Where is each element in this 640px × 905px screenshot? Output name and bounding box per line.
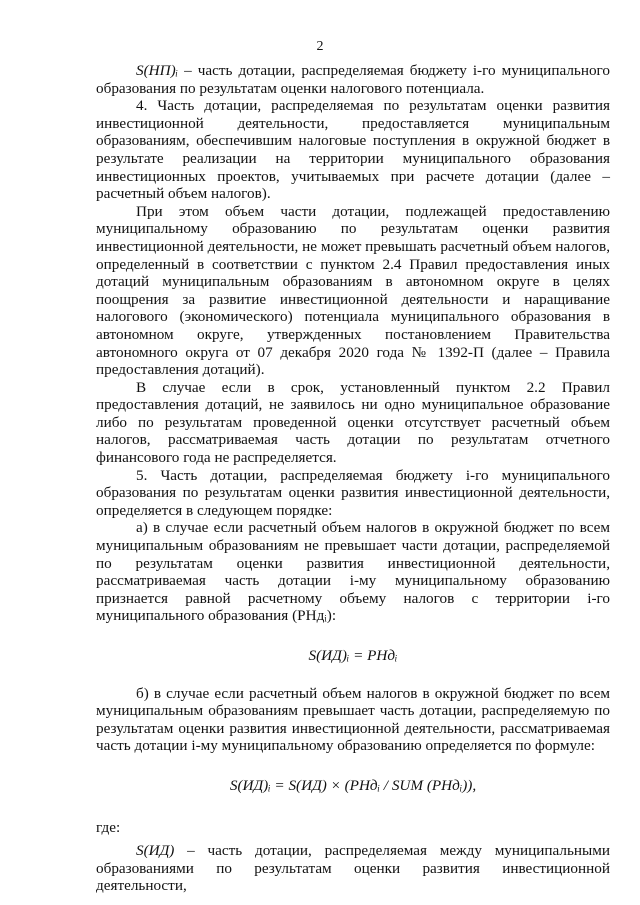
paragraph-snp-text: – часть дотации, распределяемая бюджету i-го муниципального образования по результатам оценки налогового потенциала.	[96, 62, 610, 97]
where-label: где:	[96, 818, 121, 836]
formula-1: S(ИД)ᵢ = РНдᵢ	[308, 647, 398, 664]
paragraph-5a: а) в случае если расчетный объем налогов в окружной бюджет по всем муниципальным образованиям не превышает части дотации, распределяемой по результатам оценки развития инвестиционной деятельности, рассматриваемая часть дотации i-му муниципальному образованию признается равной расчетному объему налогов с территории i-го муниципального образования (РНдᵢ):	[96, 519, 610, 625]
document-body	[96, 62, 610, 895]
paragraph-sid-text: – часть дотации, распределяемая между муниципальными образованиями по результатам оценки развития инвестиционной деятельности,	[96, 842, 610, 895]
paragraph-5b: б) в случае если расчетный объем налогов в окружной бюджет по всем муниципальным образованиям превышает часть дотации, распределяемую по результатам оценки развития инвестиционной деятельности, рассматриваемая часть дотации i-му муниципальному образованию определяется по формуле:	[96, 684, 610, 755]
paragraph-snp	[96, 62, 610, 97]
formula-2: S(ИД)ᵢ = S(ИД) × (РНдᵢ / SUM (РНдᵢ)),	[229, 776, 477, 794]
paragraph-no-applicants: В случае если в срок, установленный пунктом 2.2 Правил предоставления дотаций, не заявилось ни одно муниципальное образование либо по результатам проведенной оценки отсутствует расчетный объем налогов, рассматриваемая часть дотации по результатам отчетного финансового года не распределяется.	[96, 378, 610, 467]
paragraph-limit: При этом объем части дотации, подлежащей предоставлению муниципальному образованию по результатам оценки развития инвестиционной деятельности, не может превышать расчетный объем налогов, определенный в соответствии с пунктом 2.4 Правил предоставления иных дотаций муниципальным образованиям в автономном округе в целях поощрения за развитие инвестиционной деятельности и наращивание налогового (экономического) потенциала муниципального образования в автономном округе, утвержденных постановлением Правительства автономного округа от 07 декабря 2020 года № 1392-П (далее – Правила предоставления дотаций).	[96, 202, 610, 379]
page-number: 2	[316, 39, 324, 54]
term-sid: S(ИД)	[136, 842, 175, 860]
paragraph-sid	[96, 842, 610, 895]
paragraph-5: 5. Часть дотации, распределяемая бюджету i-го муниципального образования по результатам оценки развития инвестиционной деятельности, определяется в следующем порядке:	[96, 466, 610, 519]
paragraph-4: 4. Часть дотации, распределяемая по результатам оценки развития инвестиционной деятельности, предоставляется муниципальным образованиям, обеспечившим налоговые поступления в окружной бюджет в результате реализации на территории муниципального образования инвестиционных проектов, учитываемых при расчете дотации (далее – расчетный объем налогов).	[96, 97, 610, 203]
term-snp: S(НП)ᵢ	[136, 62, 179, 79]
